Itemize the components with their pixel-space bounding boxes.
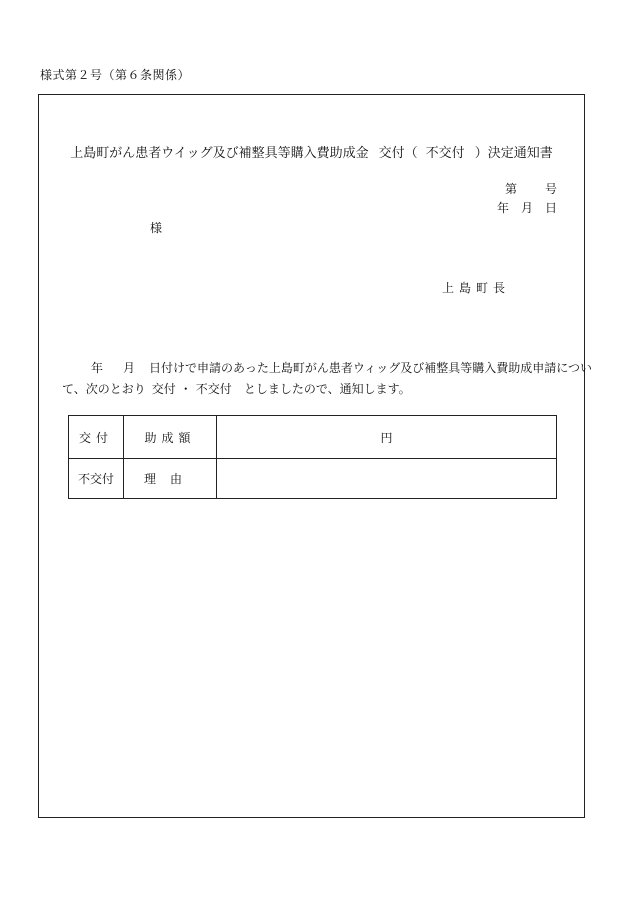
date-year: 年 xyxy=(496,201,509,215)
reason-value-cell xyxy=(217,459,557,499)
document-number xyxy=(505,180,557,197)
date-day: 日 xyxy=(544,201,557,215)
title-deny: 不交付 xyxy=(425,146,465,161)
notice-frame xyxy=(38,94,592,818)
body-line1-rest: 日付けで申請のあった上島町がん患者ウィッグ及び補整具等購入費助成申請につい xyxy=(149,361,592,375)
title-close: ）決定通知書 xyxy=(474,146,553,161)
field-label-reason: 理由 xyxy=(124,459,217,499)
table-row-grant xyxy=(69,416,557,459)
row-label-grant: 交付 xyxy=(69,416,124,459)
title-main: 上島町がん患者ウイッグ及び補整具等購入費助成金 xyxy=(70,146,369,161)
decision-table xyxy=(68,415,557,499)
body-line2-end: としましたので、通知します。 xyxy=(243,382,411,396)
document-date xyxy=(497,199,557,216)
issuer-name: 上島町長 xyxy=(442,281,511,295)
form-number-label: 様式第２号（第６条関係） xyxy=(40,68,191,82)
body-separator: ・ xyxy=(179,382,192,396)
body-choice-grant: 交付 xyxy=(151,382,176,396)
addressee-suffix: 様 xyxy=(150,221,163,235)
amount-value-cell: 円 xyxy=(217,416,557,459)
row-label-deny: 不交付 xyxy=(69,459,124,499)
doc-number-go: 号 xyxy=(544,182,557,196)
table-row-deny xyxy=(69,459,557,499)
body-month: 月 xyxy=(123,361,136,375)
title-grant: 交付（ xyxy=(378,146,418,161)
body-text-line-1 xyxy=(91,359,592,376)
body-year: 年 xyxy=(91,361,104,375)
date-month: 月 xyxy=(520,201,533,215)
body-text-line-2 xyxy=(62,380,411,397)
body-choice-deny: 不交付 xyxy=(195,382,232,396)
doc-number-dai: 第 xyxy=(504,182,517,196)
field-label-amount: 助成額 xyxy=(124,416,217,459)
document-title xyxy=(39,142,584,161)
body-line2-start: て、次のとおり xyxy=(62,382,146,396)
